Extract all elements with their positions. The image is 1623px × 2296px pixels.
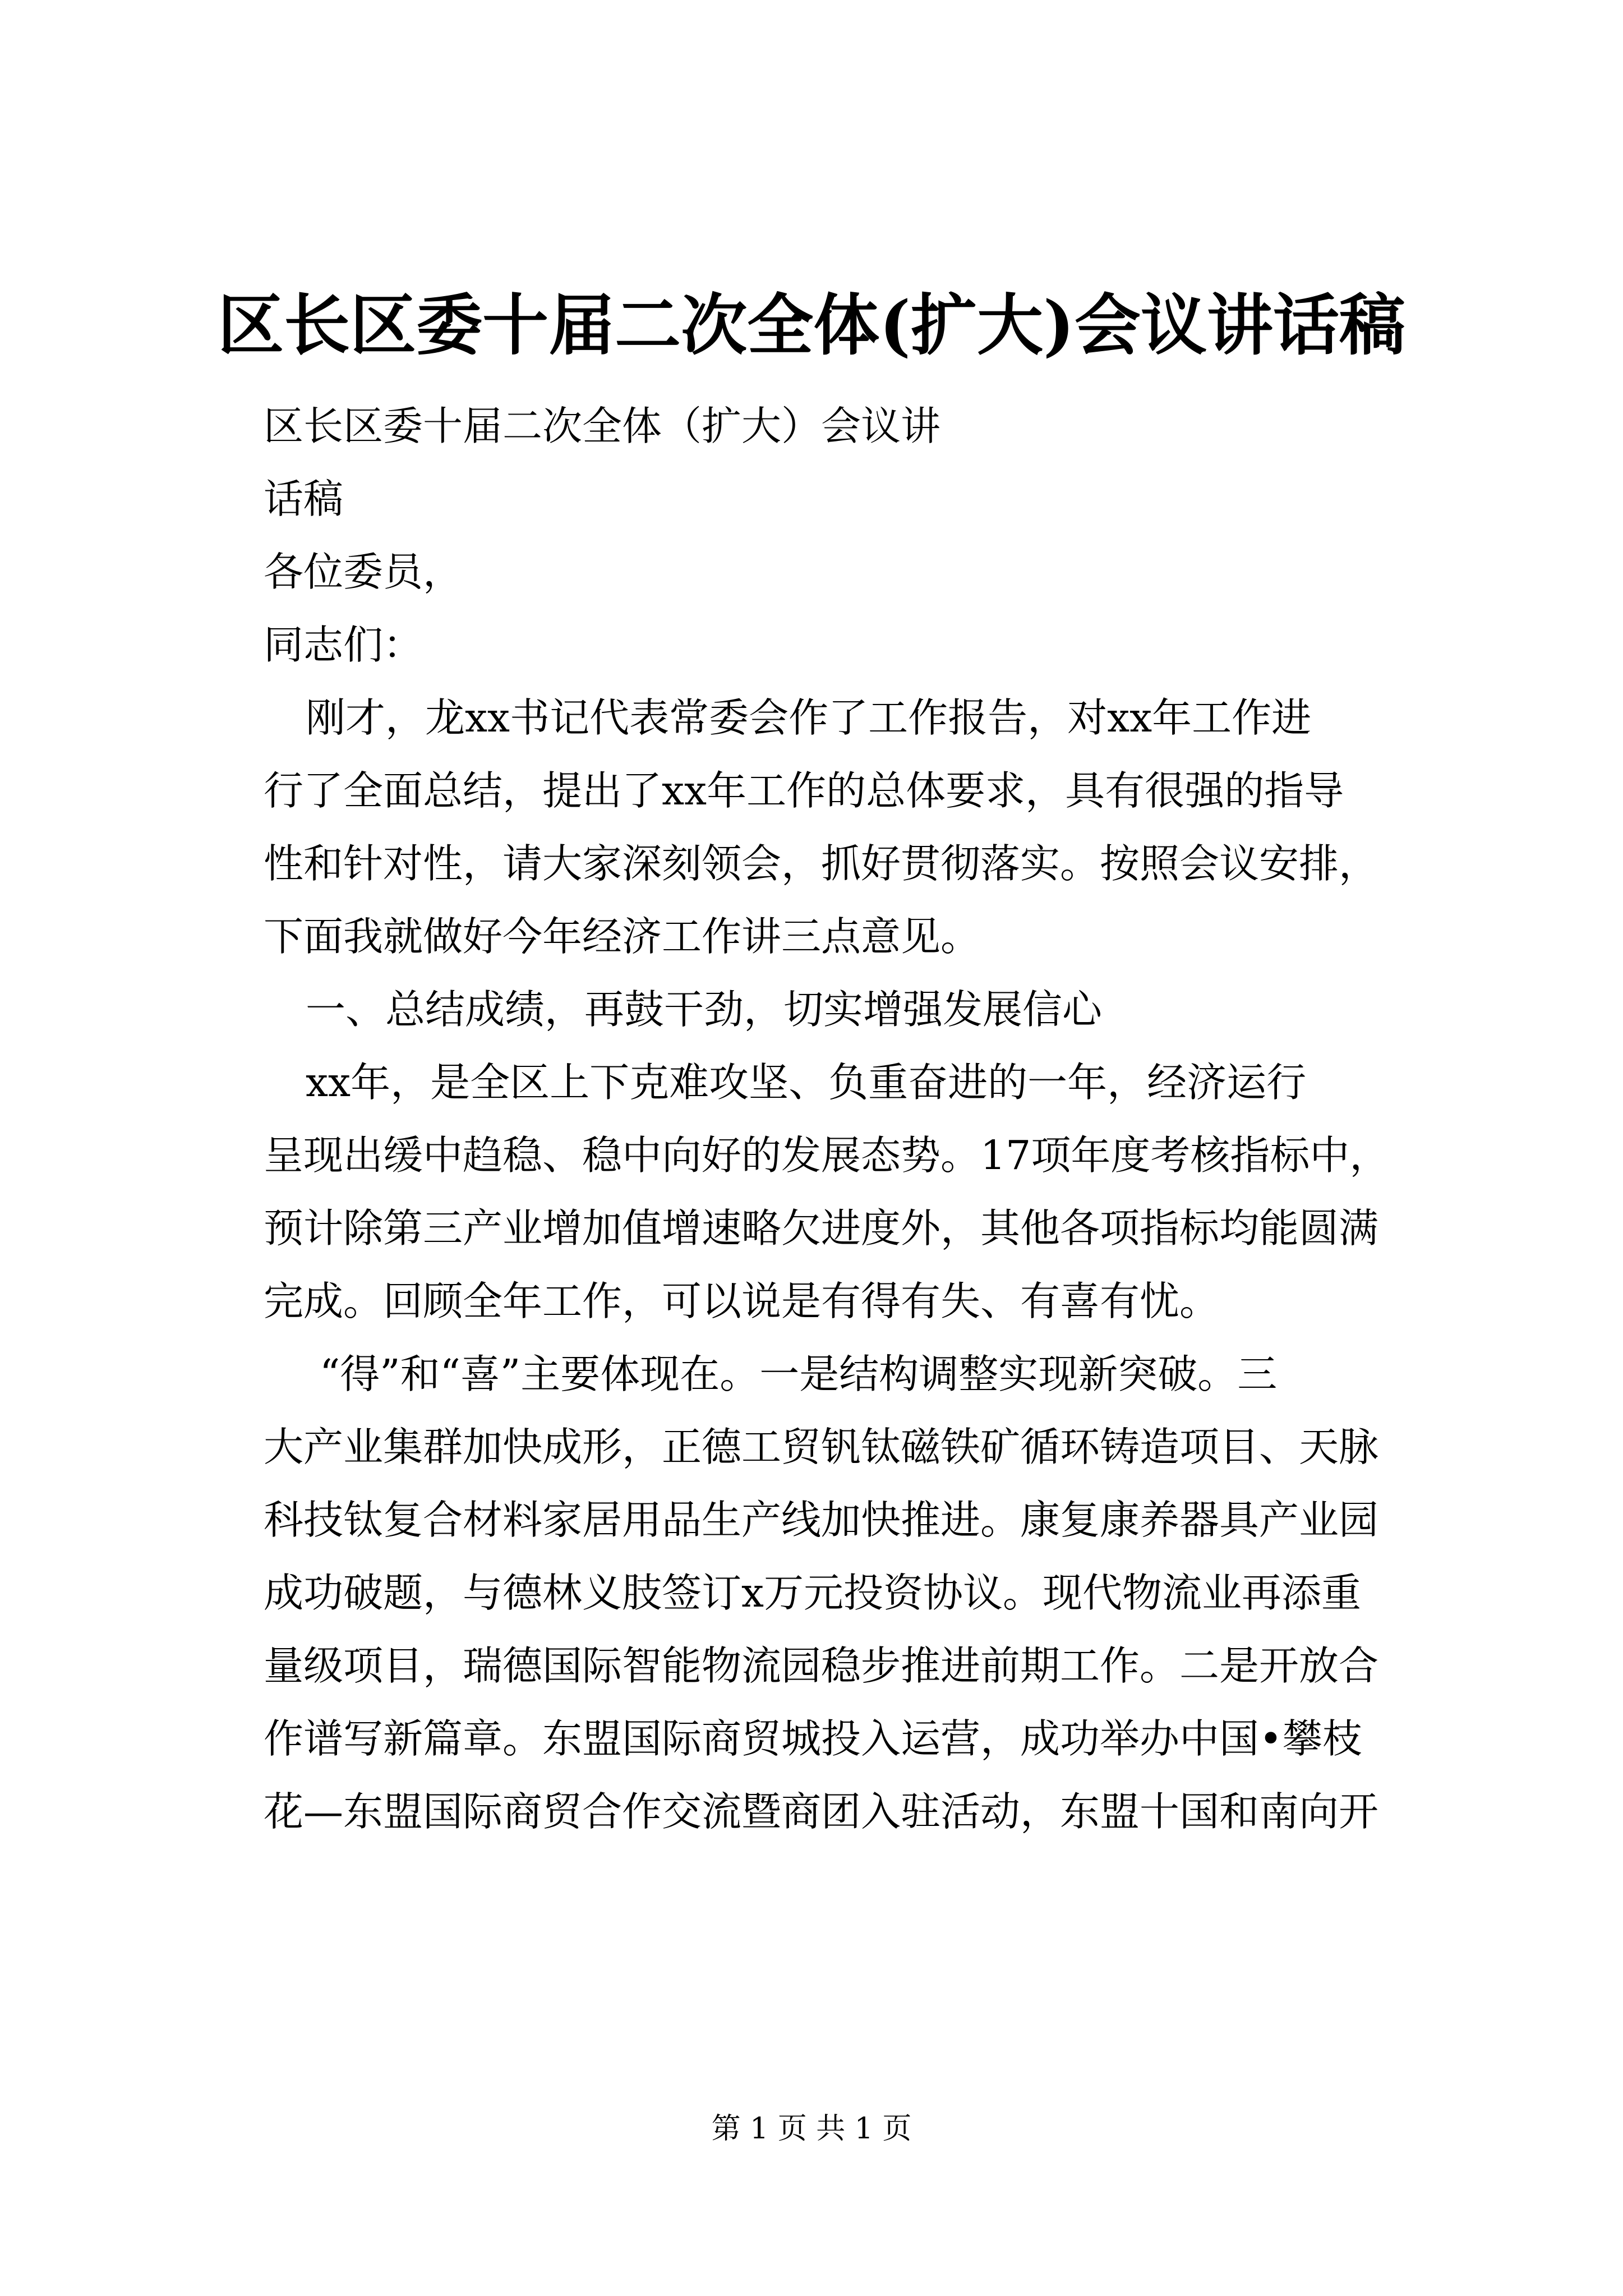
paragraph-line: 大产业集群加快成形，正德工贸钒钛磁铁矿循环铸造项目、天脉 — [264, 1424, 1379, 1470]
document-body — [264, 390, 1430, 1848]
page-number-footer: 第 1 页 共 1 页 — [711, 2112, 912, 2146]
paragraph-line: 花—东盟国际商贸合作交流暨商团入驻活动，东盟十国和南向开 — [264, 1788, 1379, 1835]
paragraph-line: 完成。回顾全年工作，可以说是有得有失、有喜有忧。 — [264, 1278, 1220, 1324]
heading-line-1: 区长区委十届二次全体（扩大）会议讲 — [264, 403, 941, 449]
paragraph-line: 成功破题，与德林义肢签订x万元投资协议。现代物流业再添重 — [264, 1570, 1362, 1616]
salutation-line-1: 各位委员， — [264, 549, 463, 595]
section-heading: 一、总结成绩，再鼓干劲，切实增强发展信心 — [306, 986, 1103, 1033]
salutation-line-2: 同志们： — [264, 622, 423, 668]
paragraph-line: 下面我就做好今年经济工作讲三点意见。 — [264, 913, 981, 960]
heading-line-2: 话稿 — [264, 476, 344, 522]
paragraph-line: 科技钛复合材料家居用品生产线加快推进。康复康养器具产业园 — [264, 1497, 1379, 1543]
paragraph-line: 预计除第三产业增加值增速略欠进度外，其他各项指标均能圆满 — [264, 1205, 1379, 1251]
paragraph-line: “得”和“喜”主要体现在。一是结构调整实现新突破。三 — [320, 1351, 1278, 1397]
paragraph-line: 刚才，龙xx书记代表常委会作了工作报告，对xx年工作进 — [306, 694, 1312, 741]
paragraph-line: 性和针对性，请大家深刻领会，抓好贯彻落实。按照会议安排， — [264, 840, 1379, 887]
paragraph-line: 作谱写新篇章。东盟国际商贸城投入运营，成功举办中国•攀枝 — [264, 1715, 1362, 1762]
paragraph-line: 行了全面总结，提出了xx年工作的总体要求，具有很强的指导 — [264, 767, 1344, 814]
document-title: 区长区委十届二次全体(扩大)会议讲话稿 — [218, 286, 1405, 364]
paragraph-line: xx年，是全区上下克难攻坚、负重奋进的一年，经济运行 — [306, 1059, 1307, 1106]
paragraph-line: 量级项目，瑞德国际智能物流园稳步推进前期工作。二是开放合 — [264, 1642, 1379, 1689]
paragraph-line: 呈现出缓中趋稳、稳中向好的发展态势。17项年度考核指标中， — [264, 1132, 1390, 1179]
